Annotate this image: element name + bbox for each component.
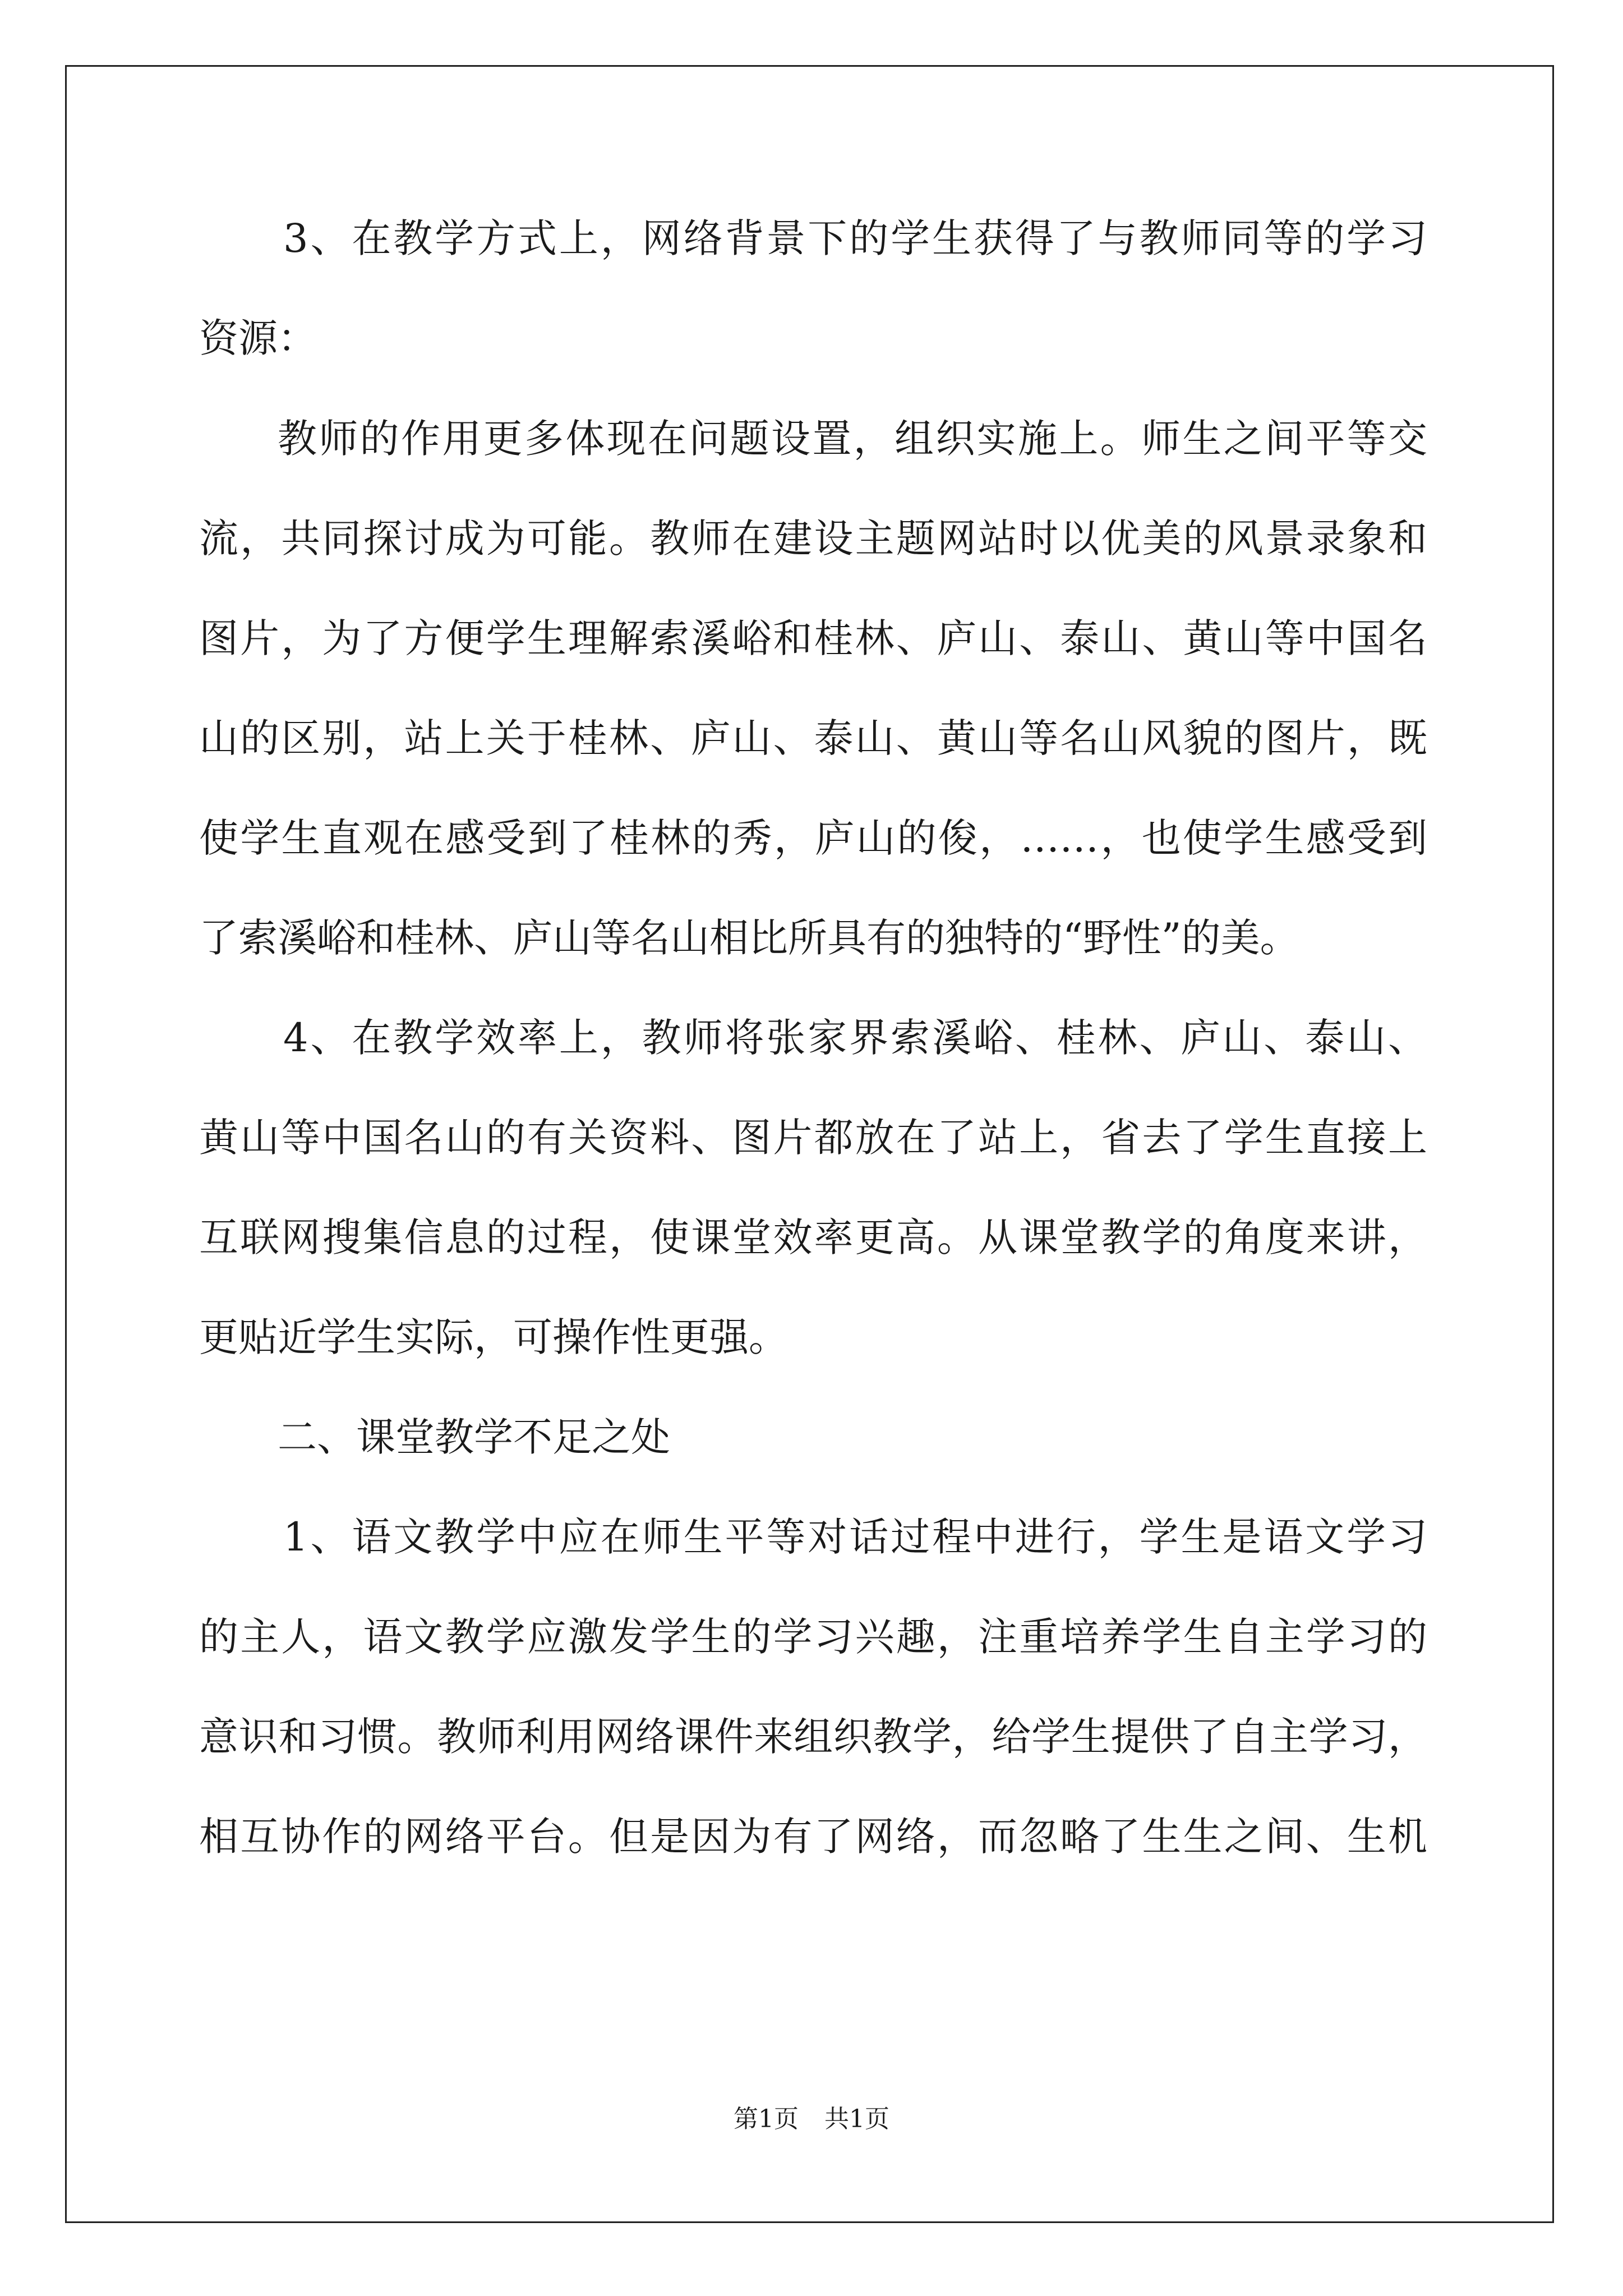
paragraph-1-line-3: 意识和习惯。教师利用网络课件来组织教学，给学生提供了自主学习， (199, 1714, 1427, 1760)
paragraph-teacher-line-4: 山的区别，站上关于桂林、庐山、泰山、黄山等名山风貌的图片，既 (199, 715, 1427, 761)
paragraph-teacher-line-3: 图片，为了方便学生理解索溪峪和桂林、庐山、泰山、黄山等中国名 (199, 615, 1427, 661)
paragraph-4-line-1: 4、在教学效率上，教师将张家界索溪峪、桂林、庐山、泰山、 (283, 1015, 1427, 1061)
page-total: 共1页 (824, 2105, 889, 2133)
paragraph-teacher-line-5: 使学生直观在感受到了桂林的秀，庐山的俊，……，也使学生感受到 (199, 815, 1427, 861)
paragraph-4-line-4: 更贴近学生实际，可操作性更强。 (199, 1314, 788, 1360)
paragraph-1-line-1: 1、语文教学中应在师生平等对话过程中进行，学生是语文学习 (283, 1514, 1427, 1560)
paragraph-teacher-line-6: 了索溪峪和桂林、庐山等名山相比所具有的独特的“野性”的美。 (199, 915, 1299, 961)
paragraph-teacher-line-2: 流，共同探讨成为可能。教师在建设主题网站时以优美的风景录象和 (199, 516, 1427, 562)
paragraph-3-line-2: 资源： (199, 315, 317, 361)
paragraph-teacher-line-1: 教师的作用更多体现在问题设置，组织实施上。师生之间平等交 (278, 416, 1427, 462)
paragraph-3-line-1: 3、在教学方式上，网络背景下的学生获得了与教师同等的学习 (283, 215, 1427, 261)
page-footer (0, 2102, 1623, 2136)
paragraph-1-line-2: 的主人，语文教学应激发学生的学习兴趣，注重培养学生自主学习的 (199, 1614, 1427, 1660)
paragraph-4-line-3: 互联网搜集信息的过程，使课堂效率更高。从课堂教学的角度来讲， (199, 1214, 1427, 1260)
section-heading: 二、课堂教学不足之处 (278, 1414, 670, 1460)
paragraph-1-line-4: 相互协作的网络平台。但是因为有了网络，而忽略了生生之间、生机 (199, 1814, 1427, 1860)
paragraph-4-line-2: 黄山等中国名山的有关资料、图片都放在了站上，省去了学生直接上 (199, 1115, 1427, 1161)
page-number: 第1页 (734, 2105, 799, 2133)
